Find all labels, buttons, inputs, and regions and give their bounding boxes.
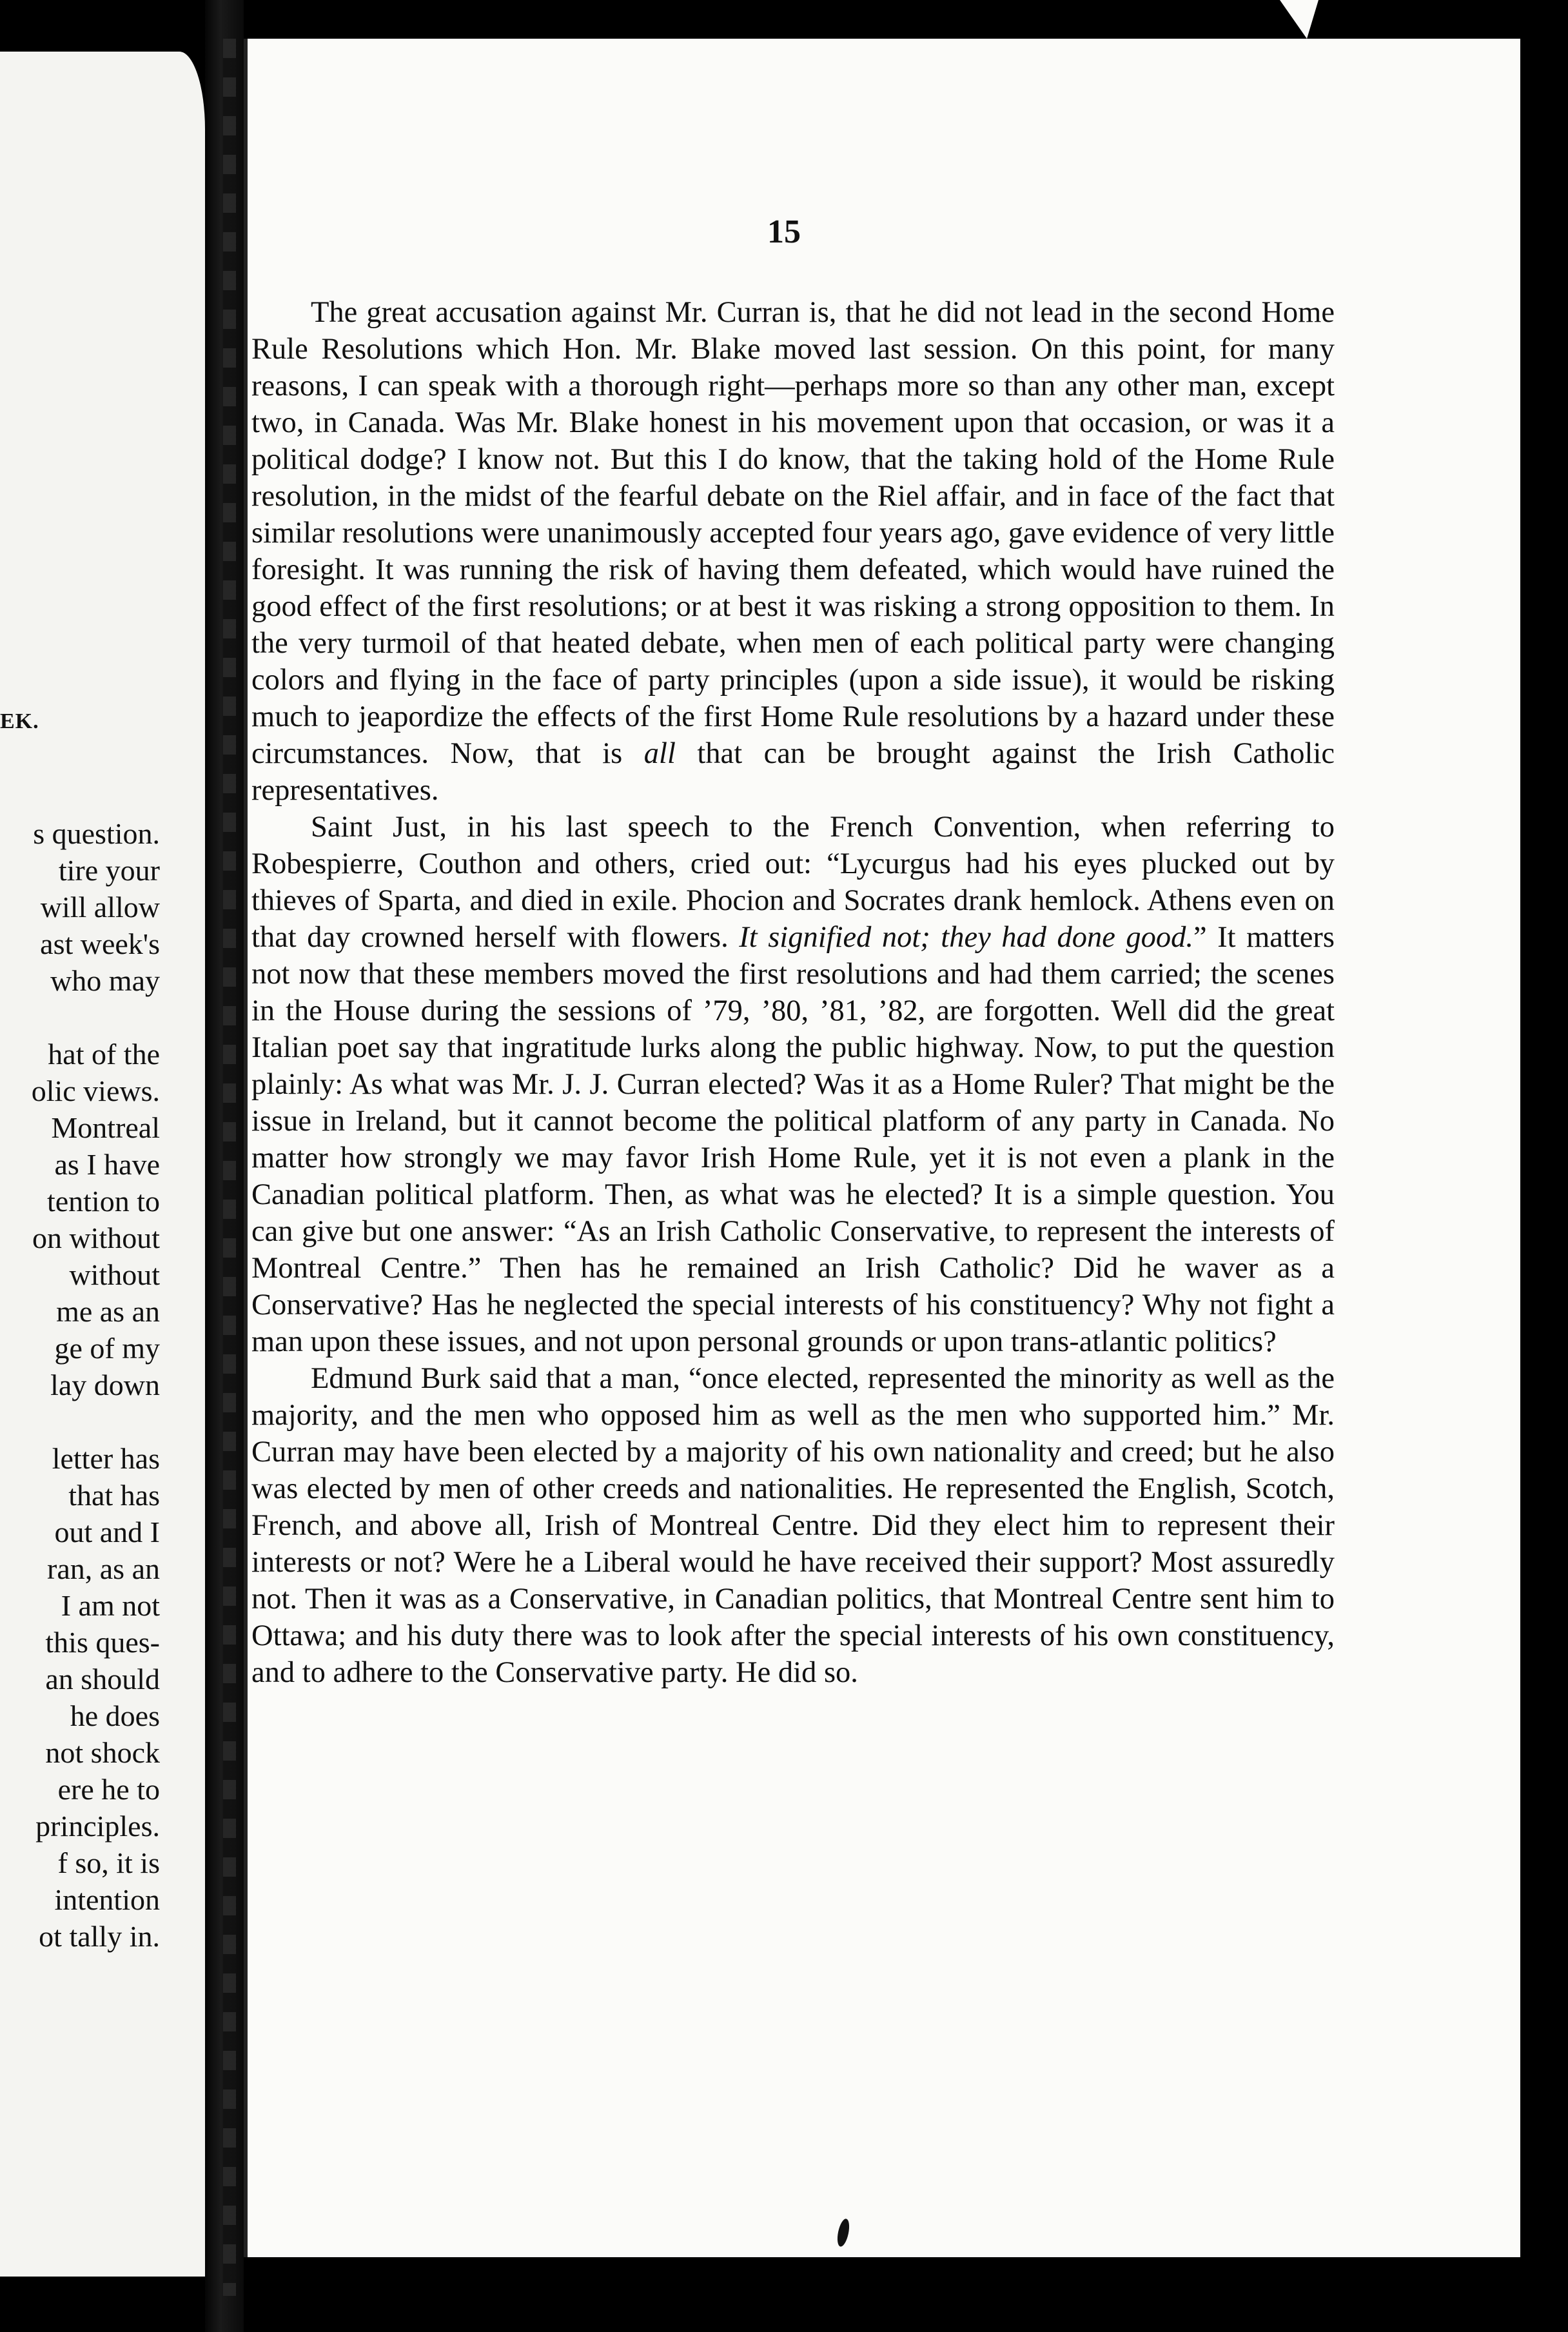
paragraph-1 <box>251 294 1335 809</box>
corner-tear <box>1280 0 1318 39</box>
left-page-line: tire your <box>58 854 160 887</box>
paragraph-2-tail: ” It matters not now that these members moved the first resolutions and had them carried; the scenes in the House during the sessions of ’79, ’80, ’81, ’82, are forgotten. Well did the great Italian poet say that ingratitude lurks along the public highway. Now, to put the question plainly: As what was Mr. J. J. Curran elected? Was it as a Home Ruler? That might be the issue in Ireland, but it cannot become the political platform of any party in Canada. No matter how strongly we may favor Irish Home Rule, yet it is not even a plank in the Canadian political platform. Then, as what was he elected? It is a simple question. You can give but one answer: “As an Irish Catholic Conservative, to represent the interests of Montreal Centre.” Then has he remained an Irish Catholic? Did he waver as a Conservative? Has he neglected the special interests of his constituency? Why not fight a man upon these issues, and not upon personal grounds or upon trans-atlantic politics? <box>251 921 1335 1358</box>
left-page-line: me as an <box>56 1295 160 1328</box>
text-column <box>251 294 1335 1691</box>
left-page-line: lay down <box>50 1369 160 1401</box>
left-page-line: hat of the <box>48 1038 160 1071</box>
left-page-line: who may <box>50 964 160 997</box>
left-page-line: he does <box>70 1699 160 1732</box>
left-page-line: ot tally in. <box>39 1920 160 1953</box>
left-page-line: ran, as an <box>47 1552 160 1585</box>
left-page-line: olic views. <box>31 1074 160 1107</box>
left-page-line: intention <box>54 1883 160 1916</box>
gutter-edge <box>223 39 236 2296</box>
left-page-line: f so, it is <box>57 1846 160 1879</box>
left-page-fragment <box>0 52 205 2277</box>
left-page-header: EK. <box>0 709 39 733</box>
left-page-line: as I have <box>54 1148 160 1181</box>
left-page-line: tention to <box>46 1185 160 1218</box>
left-page-line: Montreal <box>51 1111 160 1144</box>
left-page-line: not shock <box>45 1736 160 1769</box>
paragraph-2-italic: It signified not; they had done good. <box>739 921 1194 954</box>
left-page-line: will allow <box>40 891 160 924</box>
left-page-line: without <box>69 1258 160 1291</box>
left-page-line: out and I <box>54 1516 160 1548</box>
left-page-line: ge of my <box>54 1332 160 1365</box>
left-page-line: this ques- <box>45 1626 160 1659</box>
paragraph-1-tail: that can be brought against the Irish Catholic representatives. <box>251 737 1335 807</box>
left-page-line: on without <box>32 1221 160 1254</box>
left-page-line: I am not <box>61 1589 160 1622</box>
paragraph-2 <box>251 809 1335 1360</box>
left-page-line: s question. <box>33 817 160 850</box>
paragraph-3: Edmund Burk said that a man, “once elected, represented the minority as well as the majority, and the men who opposed him as well as the men who supported him.” Mr. Curran may have been elected by a majority of his own nationality and creed; but he also was elected by men of other creeds and nationalities. He represented the English, Scotch, French, and above all, Irish of Montreal Centre. Did they elect him to represent their interests or not? Were he a Liberal would he have received their support? Most assuredly not. Then it was as a Conservative, in Canadian politics, that Montreal Centre sent him to Ottawa; and his duty there was to look after the special interests of his own constituency, and to adhere to the Conservative party. He did so. <box>251 1362 1335 1689</box>
left-page-line: ast week's <box>40 927 160 960</box>
paragraph-1-italic: all <box>643 737 676 770</box>
right-border <box>1520 0 1568 2332</box>
paragraph-1-text: The great accusation against Mr. Curran is, that he did not lead in the second Home Rule Resolutions which Hon. Mr. Blake moved last session. On this point, for many reasons, I can speak with a thorough right—perhaps more so than any other man, except two, in Canada. Was Mr. Blake honest in his movement upon that occasion, or was it a political dodge? I know not. But this I do know, that the taking hold of the Home Rule resolution, in the midst of the fearful debate on the Riel affair, and in face of the fact that similar resolutions were unanimously accepted four years ago, gave evidence of very little foresight. It was running the risk of having them defeated, which would have ruined the good effect of the first resolutions; or at best it was risking a strong opposition to them. In the very turmoil of that heated debate, when men of each political party were changing colors and flying in the face of party principles (upon a side issue), it would be risking much to jeapordize the effects of the first Home Rule resolutions by a hazard under these circumstances. Now, that is <box>251 296 1335 770</box>
left-page-line: letter has <box>52 1442 160 1475</box>
paragraph-2-text: Saint Just, in his last speech to the French Convention, when referring to Robespierre, Couthon and others, cried out: “Lycurgus had his eyes plucked out by thieves of Sparta, and died in exile. Phocion and Socrates drank hemlock. Athens even on that day crowned herself with flowers. <box>251 811 1335 954</box>
left-page-line: that has <box>68 1479 160 1512</box>
left-page-line: ere he to <box>57 1773 160 1806</box>
page-number: 15 <box>767 213 801 250</box>
left-page-line: principles. <box>35 1810 160 1843</box>
left-page-line: an should <box>45 1663 160 1695</box>
